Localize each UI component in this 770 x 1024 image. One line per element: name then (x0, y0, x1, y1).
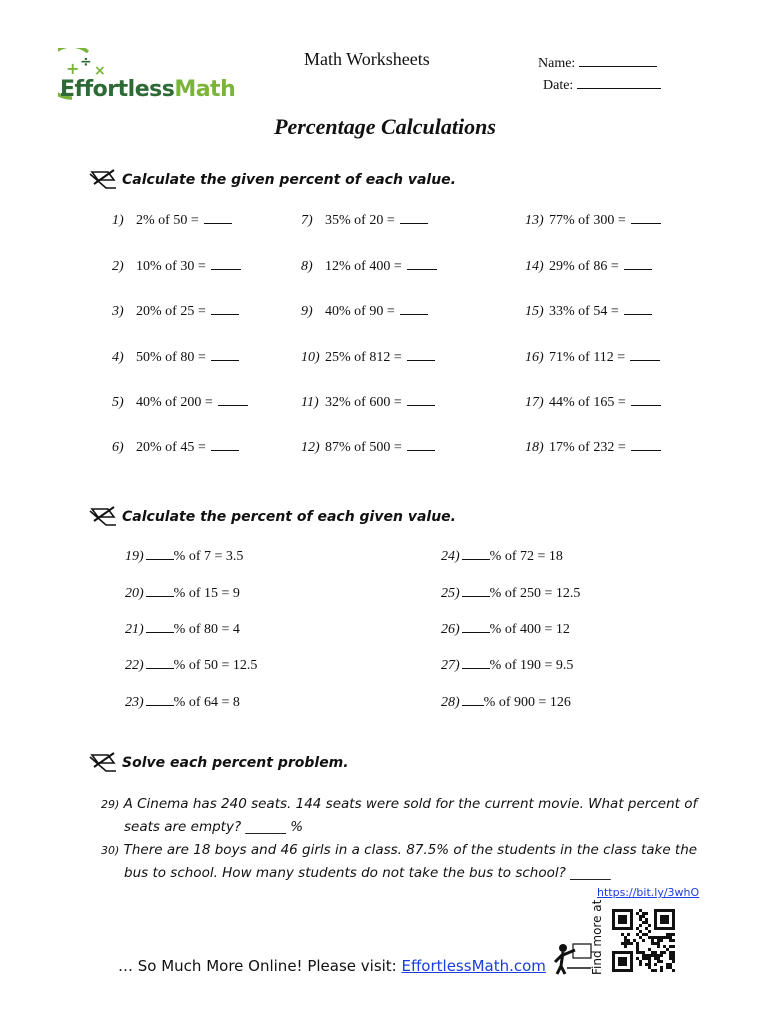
problem-number: 20) (125, 586, 144, 601)
word-problem-number: 30) (101, 844, 120, 857)
problem-number: 25) (441, 586, 460, 601)
problem-expression: % of 190 = 9.5 (489, 658, 574, 673)
problem-number: 11) (301, 395, 319, 410)
date-blank[interactable] (577, 76, 661, 89)
problem-10 (301, 350, 435, 366)
problem-expression: 20% of 45 = (136, 440, 206, 455)
answer-blank[interactable] (407, 350, 435, 361)
name-label: Name: (538, 56, 576, 71)
answer-blank[interactable] (624, 304, 652, 315)
problem-number: 21) (125, 622, 144, 637)
answer-blank[interactable] (146, 658, 174, 669)
problem-number: 24) (441, 549, 460, 564)
problem-expression: % of 15 = 9 (173, 586, 240, 601)
answer-blank[interactable] (462, 658, 490, 669)
problem-expression: 87% of 500 = (325, 440, 402, 455)
problem-number: 14) (525, 259, 544, 274)
problem-number: 27) (441, 658, 460, 673)
problem-number: 2) (112, 259, 124, 274)
problem-expression: 32% of 600 = (325, 395, 402, 410)
problem-number: 17) (525, 395, 544, 410)
pencil-paper-icon (88, 505, 118, 527)
name-field[interactable] (538, 54, 657, 72)
problem-number: 1) (112, 213, 124, 228)
problem-expression: 25% of 812 = (325, 350, 402, 365)
find-more-label: Find more at (590, 899, 604, 975)
answer-blank[interactable] (211, 440, 239, 451)
date-field[interactable] (543, 76, 661, 94)
section3-heading-text: Solve each percent problem. (122, 755, 349, 771)
answer-blank[interactable] (624, 259, 652, 270)
problem-19 (125, 549, 243, 565)
answer-blank[interactable] (146, 586, 174, 597)
problem-expression: 40% of 90 = (325, 304, 395, 319)
answer-blank[interactable] (146, 622, 174, 633)
problem-number: 28) (441, 695, 460, 710)
qr-code-graphic (612, 905, 678, 975)
problem-expression: 77% of 300 = (549, 213, 626, 228)
svg-text:÷: ÷ (80, 54, 92, 70)
footer-website-link[interactable]: EffortlessMath.com (401, 957, 546, 975)
problem-expression: % of 250 = 12.5 (489, 586, 581, 601)
problem-expression: 33% of 54 = (549, 304, 619, 319)
problem-4 (112, 350, 239, 366)
problem-expression: 40% of 200 = (136, 395, 213, 410)
logo-wordmark-suffix: Math (174, 77, 236, 102)
problem-expression: % of 7 = 3.5 (173, 549, 244, 564)
header-title: Math Worksheets (304, 49, 430, 69)
answer-blank[interactable] (462, 549, 490, 560)
answer-blank[interactable] (462, 586, 490, 597)
answer-blank[interactable] (631, 213, 661, 224)
problem-number: 23) (125, 695, 144, 710)
problem-number: 16) (525, 350, 544, 365)
problem-11 (301, 395, 435, 411)
problem-number: 22) (125, 658, 144, 673)
answer-blank[interactable] (218, 395, 248, 406)
qr-short-link[interactable]: https://bit.ly/3whO (597, 886, 700, 899)
problem-20 (125, 586, 240, 602)
answer-blank[interactable] (146, 549, 174, 560)
answer-blank[interactable] (211, 350, 239, 361)
problem-12 (301, 440, 435, 456)
problem-22 (125, 658, 257, 674)
date-label: Date: (543, 78, 574, 93)
problem-27 (441, 658, 573, 674)
word-problem-text: There are 18 boys and 46 girls in a class. 87.5% of the students in the class take the (123, 842, 698, 858)
answer-blank[interactable] (211, 304, 239, 315)
answer-blank[interactable] (462, 695, 484, 706)
logo-wordmark-prefix: Effortless (60, 77, 175, 102)
problem-expression: 2% of 50 = (136, 213, 199, 228)
problem-expression: % of 50 = 12.5 (173, 658, 258, 673)
problem-7 (301, 213, 428, 229)
problem-2 (112, 259, 241, 275)
word-problem-text-cont: seats are empty? ______ % (124, 819, 304, 835)
section3-heading (88, 755, 488, 775)
footer-promo (118, 957, 546, 975)
qr-code-image[interactable] (612, 905, 678, 975)
section1-heading (88, 172, 488, 192)
problem-number: 13) (525, 213, 544, 228)
problem-number: 3) (112, 304, 124, 319)
problem-3 (112, 304, 239, 320)
problem-number: 9) (301, 304, 313, 319)
problem-1 (112, 213, 232, 229)
section2-heading (88, 509, 488, 529)
problem-5 (112, 395, 248, 411)
word-problem-30 (101, 839, 701, 885)
problem-expression: % of 900 = 126 (483, 695, 571, 710)
pencil-paper-icon (88, 751, 118, 773)
problem-17 (525, 395, 661, 411)
problem-25 (441, 586, 580, 602)
problem-23 (125, 695, 240, 711)
problem-expression: % of 400 = 12 (489, 622, 570, 637)
problem-number: 26) (441, 622, 460, 637)
problem-13 (525, 213, 661, 229)
problem-expression: 29% of 86 = (549, 259, 619, 274)
problem-18 (525, 440, 661, 456)
word-problem-29 (101, 793, 701, 839)
problem-expression: 10% of 30 = (136, 259, 206, 274)
answer-blank[interactable] (400, 213, 428, 224)
problem-expression: 71% of 112 = (549, 350, 626, 365)
problem-14 (525, 259, 652, 275)
answer-blank[interactable] (631, 440, 661, 451)
section2-heading-text: Calculate the percent of each given value. (122, 509, 456, 525)
logo-wordmark (60, 77, 235, 102)
footer-text: … So Much More Online! Please visit: (118, 957, 402, 975)
svg-text:+: + (66, 59, 80, 78)
word-problem-number: 29) (101, 798, 120, 811)
word-problem-text: A Cinema has 240 seats. 144 seats were sold for the current movie. What percent of (123, 796, 698, 812)
problem-expression: 35% of 20 = (325, 213, 395, 228)
pencil-paper-icon (88, 168, 118, 190)
problem-6 (112, 440, 239, 456)
problem-number: 10) (301, 350, 320, 365)
answer-blank[interactable] (631, 395, 661, 406)
answer-blank[interactable] (146, 695, 174, 706)
problem-16 (525, 350, 660, 366)
problem-number: 5) (112, 395, 124, 410)
problem-number: 19) (125, 549, 144, 564)
answer-blank[interactable] (407, 259, 437, 270)
svg-text:×: × (94, 63, 106, 79)
answer-blank[interactable] (204, 213, 232, 224)
problem-number: 6) (112, 440, 124, 455)
problem-expression: 12% of 400 = (325, 259, 402, 274)
answer-blank[interactable] (407, 395, 435, 406)
problem-expression: % of 64 = 8 (173, 695, 240, 710)
name-blank[interactable] (579, 54, 657, 67)
problem-number: 4) (112, 350, 124, 365)
word-problem-text-cont: bus to school. How many students do not take the bus to school? ______ (124, 865, 611, 881)
answer-blank[interactable] (211, 259, 241, 270)
problem-expression: 20% of 25 = (136, 304, 206, 319)
section1-heading-text: Calculate the given percent of each value. (122, 172, 456, 188)
problem-28 (441, 695, 571, 711)
problem-expression: 50% of 80 = (136, 350, 206, 365)
problem-number: 8) (301, 259, 313, 274)
worksheet-title: Percentage Calculations (274, 114, 496, 139)
problem-24 (441, 549, 563, 565)
problem-9 (301, 304, 428, 320)
problem-expression: 17% of 232 = (549, 440, 626, 455)
problem-number: 7) (301, 213, 313, 228)
problem-number: 15) (525, 304, 544, 319)
answer-blank[interactable] (630, 350, 660, 361)
answer-blank[interactable] (407, 440, 435, 451)
problem-expression: % of 80 = 4 (173, 622, 240, 637)
problem-number: 18) (525, 440, 544, 455)
problem-number: 12) (301, 440, 320, 455)
problem-26 (441, 622, 570, 638)
answer-blank[interactable] (462, 622, 490, 633)
problem-8 (301, 259, 437, 275)
teacher-pointing-icon (553, 940, 593, 976)
problem-21 (125, 622, 240, 638)
answer-blank[interactable] (400, 304, 428, 315)
problem-expression: 44% of 165 = (549, 395, 626, 410)
problem-expression: % of 72 = 18 (489, 549, 563, 564)
problem-15 (525, 304, 652, 320)
